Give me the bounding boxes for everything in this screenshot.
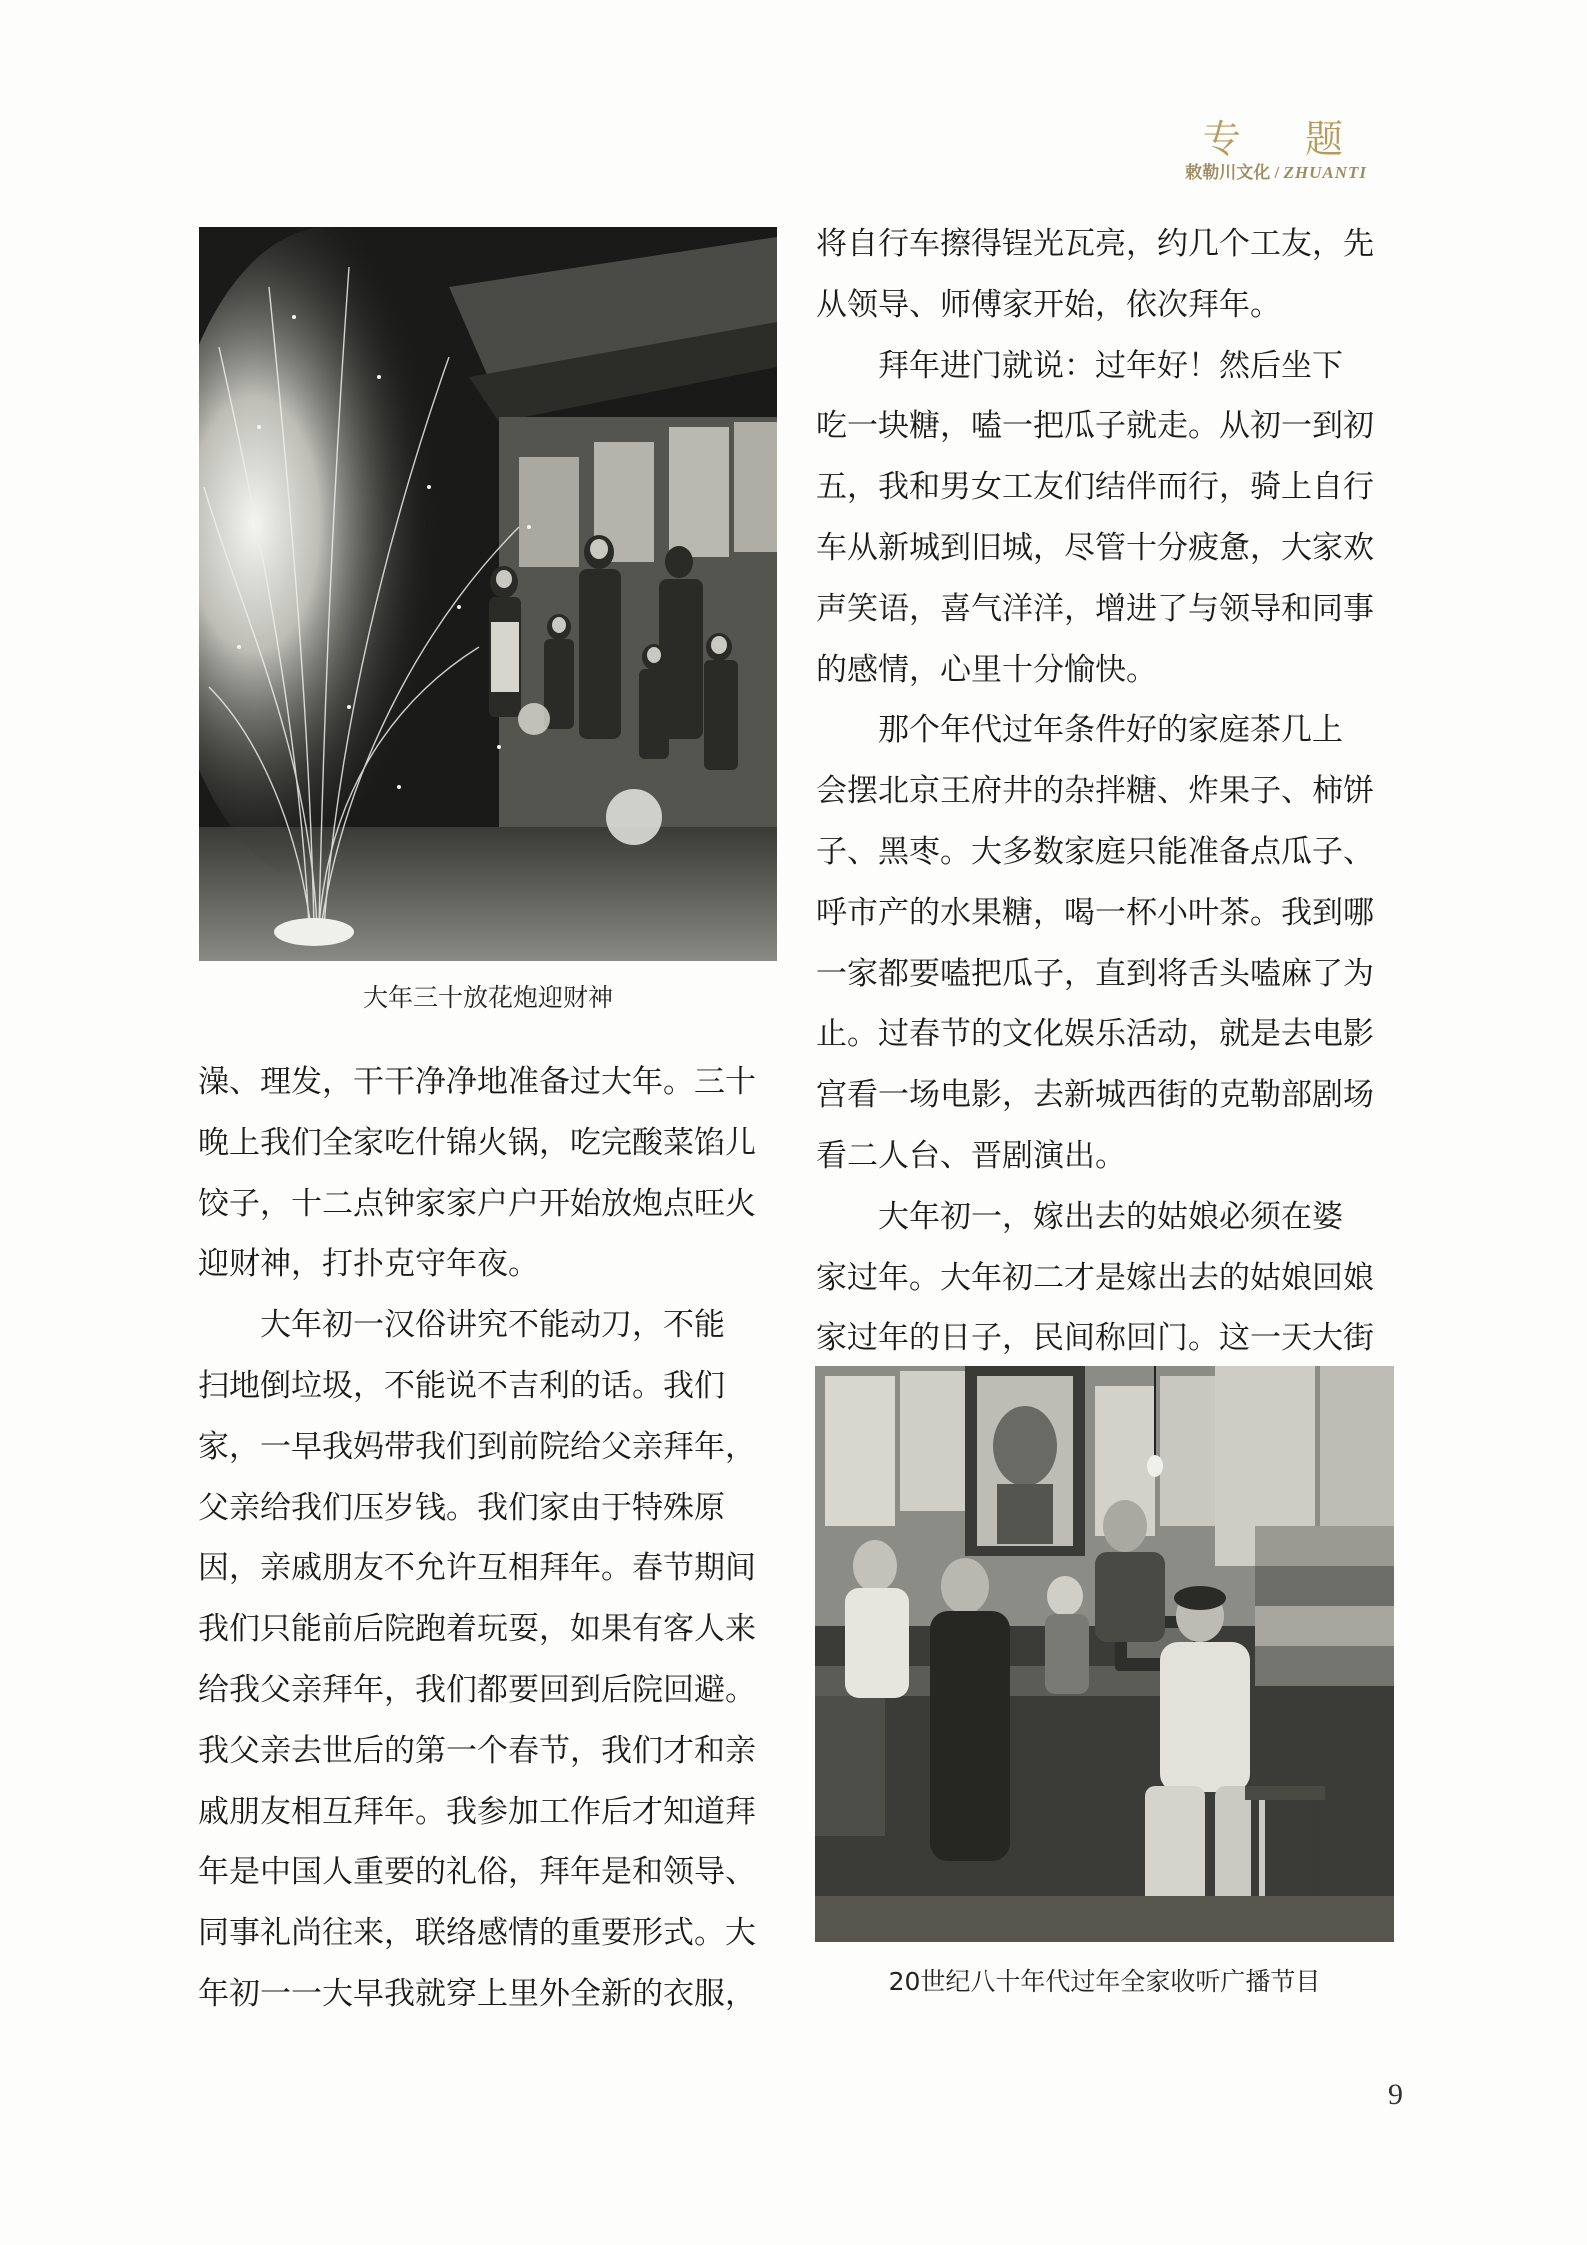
page-number: 9 xyxy=(1388,2078,1403,2111)
text-line: 大年初一，嫁出去的姑娘必须在婆 xyxy=(816,1198,1343,1235)
text-line: 晚上我们全家吃什锦火锅，吃完酸菜馅儿 xyxy=(198,1124,756,1161)
text-line: 止。过春节的文化娱乐活动，就是去电影 xyxy=(816,1016,1374,1053)
text-line: 会摆北京王府井的杂拌糖、炸果子、柿饼 xyxy=(816,773,1374,810)
text-line: 五，我和男女工友们结伴而行，骑上自行 xyxy=(816,469,1374,506)
subtitle-en: ZHUANTI xyxy=(1283,163,1367,182)
photo-fireworks xyxy=(199,227,777,961)
text-line: 我父亲去世后的第一个春节，我们才和亲 xyxy=(198,1732,756,1769)
subtitle-cn: 敕勒川文化 xyxy=(1185,163,1271,182)
text-line: 一家都要嗑把瓜子，直到将舌头嗑麻了为 xyxy=(816,955,1374,992)
text-line: 声笑语，喜气洋洋，增进了与领导和同事 xyxy=(816,590,1374,627)
text-line: 将自行车擦得锃光瓦亮，约几个工友，先 xyxy=(816,226,1374,262)
right-column-text xyxy=(816,214,1401,1369)
text-line: 扫地倒垃圾，不能说不吉利的话。我们 xyxy=(198,1367,725,1404)
text-line: 从领导、师傅家开始，依次拜年。 xyxy=(816,286,1281,323)
text-line: 我们只能前后院跑着玩耍，如果有客人来 xyxy=(198,1611,756,1648)
text-line: 戚朋友相互拜年。我参加工作后才知道拜 xyxy=(198,1793,756,1830)
text-line: 家过年的日子，民间称回门。这一天大街 xyxy=(816,1320,1374,1357)
text-line: 澡、理发，干干净净地准备过大年。三十 xyxy=(198,1064,756,1100)
text-line: 呼市产的水果糖，喝一杯小叶茶。我到哪 xyxy=(816,894,1374,931)
text-line: 吃一块糖，嗑一把瓜子就走。从初一到初 xyxy=(816,408,1374,445)
text-line: 饺子，十二点钟家家户户开始放炮点旺火 xyxy=(198,1185,756,1222)
section-subtitle xyxy=(1185,158,1367,183)
left-column-text xyxy=(198,1052,783,2025)
text-line: 的感情，心里十分愉快。 xyxy=(816,651,1157,688)
text-line: 迎财神，打扑克守年夜。 xyxy=(198,1246,539,1283)
text-line: 那个年代过年条件好的家庭茶几上 xyxy=(816,712,1343,749)
caption-family-radio: 20世纪八十年代过年全家收听广播节目 xyxy=(888,1967,1321,1996)
fireworks-photo-image xyxy=(199,227,777,961)
text-line: 大年初一汉俗讲究不能动刀，不能 xyxy=(198,1307,725,1344)
text-line: 年是中国人重要的礼俗，拜年是和领导、 xyxy=(198,1854,756,1891)
text-line: 看二人台、晋剧演出。 xyxy=(816,1137,1126,1174)
text-line: 父亲给我们压岁钱。我们家由于特殊原 xyxy=(198,1489,725,1526)
text-line: 同事礼尚往来，联络感情的重要形式。大 xyxy=(198,1915,756,1952)
text-line: 给我父亲拜年，我们都要回到后院回避。 xyxy=(198,1671,756,1708)
text-line: 因，亲戚朋友不允许互相拜年。春节期间 xyxy=(198,1550,756,1587)
text-line: 拜年进门就说：过年好！然后坐下 xyxy=(816,347,1343,384)
subtitle-separator: / xyxy=(1274,163,1280,182)
family-radio-photo-image xyxy=(815,1366,1394,1942)
text-line: 家过年。大年初二才是嫁出去的姑娘回娘 xyxy=(816,1259,1374,1296)
text-line: 车从新城到旧城，尽管十分疲惫，大家欢 xyxy=(816,529,1374,566)
text-line: 子、黑枣。大多数家庭只能准备点瓜子、 xyxy=(816,833,1374,870)
section-title: 专 题 xyxy=(1202,117,1369,161)
text-line: 家，一早我妈带我们到前院给父亲拜年， xyxy=(198,1428,756,1465)
text-line: 宫看一场电影，去新城西街的克勒部剧场 xyxy=(816,1077,1374,1114)
photo-family-radio xyxy=(815,1366,1394,1942)
text-line: 年初一一大早我就穿上里外全新的衣服， xyxy=(198,1975,756,2012)
caption-fireworks: 大年三十放花炮迎财神 xyxy=(362,983,613,1012)
